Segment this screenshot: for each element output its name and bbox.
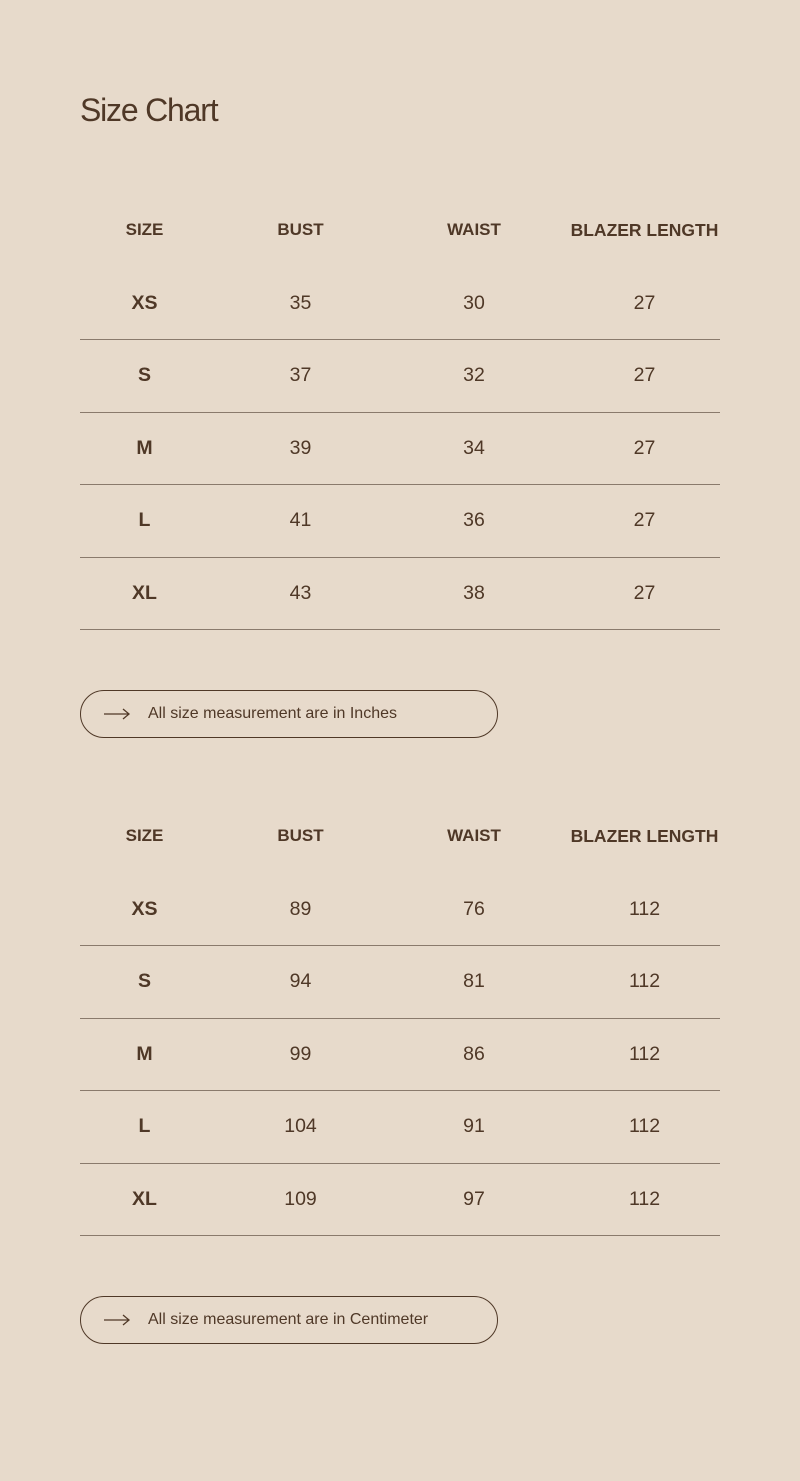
- bust-value: 43: [289, 581, 312, 604]
- bust-value: 104: [284, 1115, 317, 1138]
- blazer-length-value: 27: [633, 581, 656, 604]
- blazer-length-value: 112: [628, 897, 661, 920]
- bust-value: 94: [289, 970, 312, 993]
- table-row: [80, 485, 720, 558]
- size-label: XL: [132, 1187, 157, 1210]
- column-header-size: SIZE: [125, 826, 164, 845]
- table-row: [80, 255, 720, 340]
- bust-value: 99: [289, 1042, 312, 1065]
- unit-note-text: All size measurement are in Centimeter: [148, 1311, 429, 1328]
- waist-value: 86: [463, 1042, 485, 1065]
- waist-value: 91: [463, 1115, 485, 1138]
- blazer-length-value: 27: [633, 436, 656, 459]
- blazer-length-value: 112: [628, 1115, 661, 1138]
- blazer-length-value: 112: [628, 970, 661, 993]
- blazer-length-value: 112: [628, 1187, 661, 1210]
- page-title: Size Chart: [80, 92, 218, 128]
- size-table-centimeter: [80, 811, 720, 1236]
- unit-note-text: All size measurement are in Inches: [148, 705, 397, 722]
- table-row: [80, 413, 720, 486]
- column-header-blazer-length: BLAZER LENGTH: [570, 219, 719, 240]
- arrow-right-icon: [103, 1313, 131, 1327]
- column-header-bust: BUST: [277, 826, 324, 845]
- waist-value: 36: [463, 509, 485, 532]
- column-header-waist: WAIST: [447, 220, 501, 239]
- waist-value: 30: [463, 291, 485, 314]
- bust-value: 37: [289, 364, 312, 387]
- table-row: [80, 558, 720, 631]
- column-header-waist: WAIST: [447, 826, 501, 845]
- size-label: XL: [132, 581, 157, 604]
- column-header-blazer-length: BLAZER LENGTH: [570, 825, 719, 846]
- table-row: [80, 1019, 720, 1092]
- size-table-inches: [80, 205, 720, 630]
- waist-value: 32: [463, 364, 485, 387]
- table-row: [80, 946, 720, 1019]
- blazer-length-value: 27: [633, 364, 656, 387]
- size-label: M: [136, 1042, 153, 1065]
- table-row: [80, 340, 720, 413]
- table-row: [80, 1164, 720, 1237]
- bust-value: 41: [289, 509, 312, 532]
- bust-value: 35: [289, 291, 312, 314]
- table-header-row: [80, 205, 720, 255]
- column-header-size: SIZE: [125, 220, 164, 239]
- size-label: L: [138, 509, 151, 532]
- size-label: S: [137, 364, 152, 387]
- bust-value: 109: [284, 1187, 317, 1210]
- waist-value: 97: [463, 1187, 485, 1210]
- waist-value: 76: [463, 897, 485, 920]
- size-label: XS: [131, 897, 158, 920]
- unit-note-inches: [80, 690, 498, 738]
- blazer-length-value: 27: [633, 509, 656, 532]
- size-label: M: [136, 436, 153, 459]
- waist-value: 81: [463, 970, 485, 993]
- blazer-length-value: 112: [628, 1042, 661, 1065]
- arrow-right-icon: [103, 707, 131, 721]
- table-row: [80, 1091, 720, 1164]
- unit-note-centimeter: [80, 1296, 498, 1344]
- waist-value: 38: [463, 581, 485, 604]
- size-label: XS: [131, 291, 158, 314]
- waist-value: 34: [463, 436, 485, 459]
- table-header-row: [80, 811, 720, 861]
- column-header-bust: BUST: [277, 220, 324, 239]
- blazer-length-value: 27: [633, 291, 656, 314]
- size-label: L: [138, 1115, 151, 1138]
- bust-value: 39: [289, 436, 312, 459]
- table-row: [80, 861, 720, 946]
- bust-value: 89: [289, 897, 312, 920]
- size-label: S: [137, 970, 152, 993]
